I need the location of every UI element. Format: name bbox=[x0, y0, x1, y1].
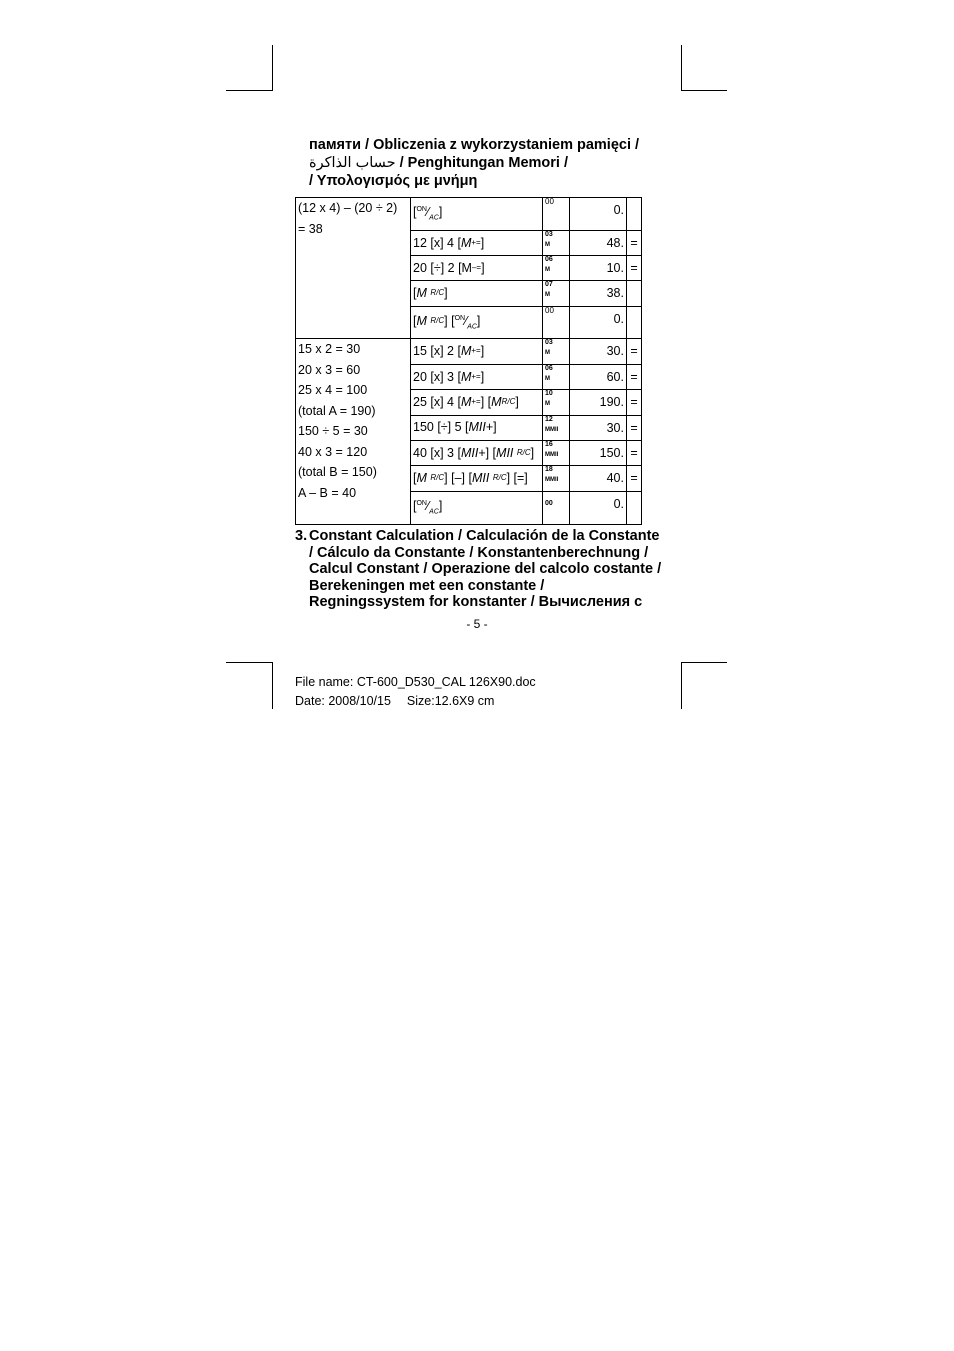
crop-mark bbox=[226, 90, 273, 91]
problem-line: = 38 bbox=[298, 221, 323, 236]
problem-line: (12 x 4) – (20 ÷ 2) bbox=[298, 201, 398, 215]
problem-line: 40 x 3 = 120 bbox=[298, 444, 368, 459]
problem-line: (total B = 150) bbox=[298, 465, 377, 480]
section-heading bbox=[309, 136, 669, 190]
key-sequence: 150 [÷] 5 [MII+] bbox=[411, 415, 543, 440]
section-title-line: Berekeningen met een constante / bbox=[309, 577, 545, 594]
indicator: 00 bbox=[543, 491, 570, 524]
indicator: 00 bbox=[543, 198, 570, 231]
heading-line-2 bbox=[309, 154, 669, 172]
key-sequence: [M R/C] bbox=[411, 281, 543, 306]
equals-indicator: = bbox=[627, 466, 642, 491]
display-value: 40. bbox=[570, 466, 627, 491]
crop-mark bbox=[272, 45, 273, 90]
indicator: 06 M bbox=[543, 364, 570, 389]
key-sequence: 20 [÷] 2 [M–=] bbox=[411, 256, 543, 281]
equals-indicator: = bbox=[627, 441, 642, 466]
indicator: 03 M bbox=[543, 230, 570, 255]
memory-calculation-table bbox=[295, 197, 642, 525]
file-date-size bbox=[295, 692, 536, 711]
equals-indicator bbox=[627, 198, 642, 231]
indicator: 10 M bbox=[543, 390, 570, 415]
indicator: 06 M bbox=[543, 256, 570, 281]
heading-line-1: памяти / Obliczenia z wykorzystaniem pamięci / bbox=[309, 137, 640, 153]
crop-mark bbox=[681, 662, 682, 709]
heading-line-2-rest: / Penghitungan Memori / bbox=[395, 155, 568, 171]
crop-mark bbox=[226, 662, 273, 663]
display-value: 190. bbox=[570, 390, 627, 415]
file-date: Date: 2008/10/15 bbox=[295, 694, 391, 708]
key-sequence: 15 [x] 2 [M+=] bbox=[411, 339, 543, 364]
display-value: 150. bbox=[570, 441, 627, 466]
problem-cell bbox=[296, 339, 411, 525]
key-sequence: $[^{ON}⁄_{AC}]$ bbox=[411, 198, 543, 231]
section-title-line: Regningssystem for konstanter / Вычисления с bbox=[309, 594, 643, 611]
display-value: 60. bbox=[570, 364, 627, 389]
equals-indicator: = bbox=[627, 390, 642, 415]
file-size: Size:12.6X9 cm bbox=[406, 694, 495, 708]
page-number: - 5 - bbox=[466, 617, 488, 631]
problem-line: 15 x 2 = 30 bbox=[298, 342, 361, 357]
crop-mark bbox=[272, 662, 273, 709]
equals-indicator: = bbox=[627, 339, 642, 364]
problem-line: A – B = 40 bbox=[298, 485, 357, 500]
problem-line: 20 x 3 = 60 bbox=[298, 362, 361, 377]
section-title-line: Constant Calculation / Calculación de la Constante bbox=[309, 528, 660, 544]
equals-indicator bbox=[627, 281, 642, 306]
equals-indicator: = bbox=[627, 364, 642, 389]
indicator: 07 M bbox=[543, 281, 570, 306]
heading-line-3: / Υπολογισμός με μνήμη bbox=[309, 173, 478, 189]
crop-mark bbox=[681, 90, 727, 91]
display-value: 38. bbox=[570, 281, 627, 306]
indicator: 00 bbox=[543, 306, 570, 339]
key-sequence: 12 [x] 4 [M+=] bbox=[411, 230, 543, 255]
display-value: 48. bbox=[570, 230, 627, 255]
key-sequence: 25 [x] 4 [M+=] [MR/C] bbox=[411, 390, 543, 415]
equals-indicator: = bbox=[627, 230, 642, 255]
section-title-line: / Cálculo da Constante / Konstantenberechnung / bbox=[309, 544, 649, 561]
problem-cell bbox=[296, 198, 411, 339]
equals-indicator: = bbox=[627, 256, 642, 281]
table-row bbox=[296, 339, 642, 364]
problem-line: (total A = 190) bbox=[298, 403, 376, 418]
display-value: 30. bbox=[570, 339, 627, 364]
crop-mark bbox=[681, 45, 682, 90]
problem-line: 150 ÷ 5 = 30 bbox=[298, 424, 368, 439]
key-sequence: $[^{ON}⁄_{AC}]$ bbox=[411, 491, 543, 524]
key-sequence: 20 [x] 3 [M+=] bbox=[411, 364, 543, 389]
indicator: 12 MMII bbox=[543, 415, 570, 440]
display-value: 10. bbox=[570, 256, 627, 281]
section-title-line: Calcul Constant / Operazione del calcolo costante / bbox=[309, 561, 662, 578]
indicator: 18 MMII bbox=[543, 466, 570, 491]
section-number: 3. bbox=[295, 528, 308, 544]
equals-indicator bbox=[627, 491, 642, 524]
heading-arabic: حساب الذاكرة bbox=[309, 155, 396, 171]
problem-line: 25 x 4 = 100 bbox=[298, 383, 368, 398]
section-title bbox=[309, 528, 661, 611]
key-sequence: 40 [x] 3 [MII+] [MII R/C] bbox=[411, 441, 543, 466]
indicator: 03 M bbox=[543, 339, 570, 364]
equals-indicator bbox=[627, 306, 642, 339]
crop-mark bbox=[681, 662, 727, 663]
display-value: 0. bbox=[570, 198, 627, 231]
key-sequence: [M R/C] $[^{ON}⁄_{AC}]$ bbox=[411, 306, 543, 339]
key-sequence: [M R/C] [–] [MII R/C] [=] bbox=[411, 466, 543, 491]
display-value: 30. bbox=[570, 415, 627, 440]
file-info-footer bbox=[295, 673, 536, 711]
indicator: 16 MMII bbox=[543, 441, 570, 466]
file-name: File name: CT-600_D530_CAL 126X90.doc bbox=[295, 675, 536, 689]
display-value: 0. bbox=[570, 491, 627, 524]
equals-indicator: = bbox=[627, 415, 642, 440]
table-row bbox=[296, 198, 642, 231]
display-value: 0. bbox=[570, 306, 627, 339]
